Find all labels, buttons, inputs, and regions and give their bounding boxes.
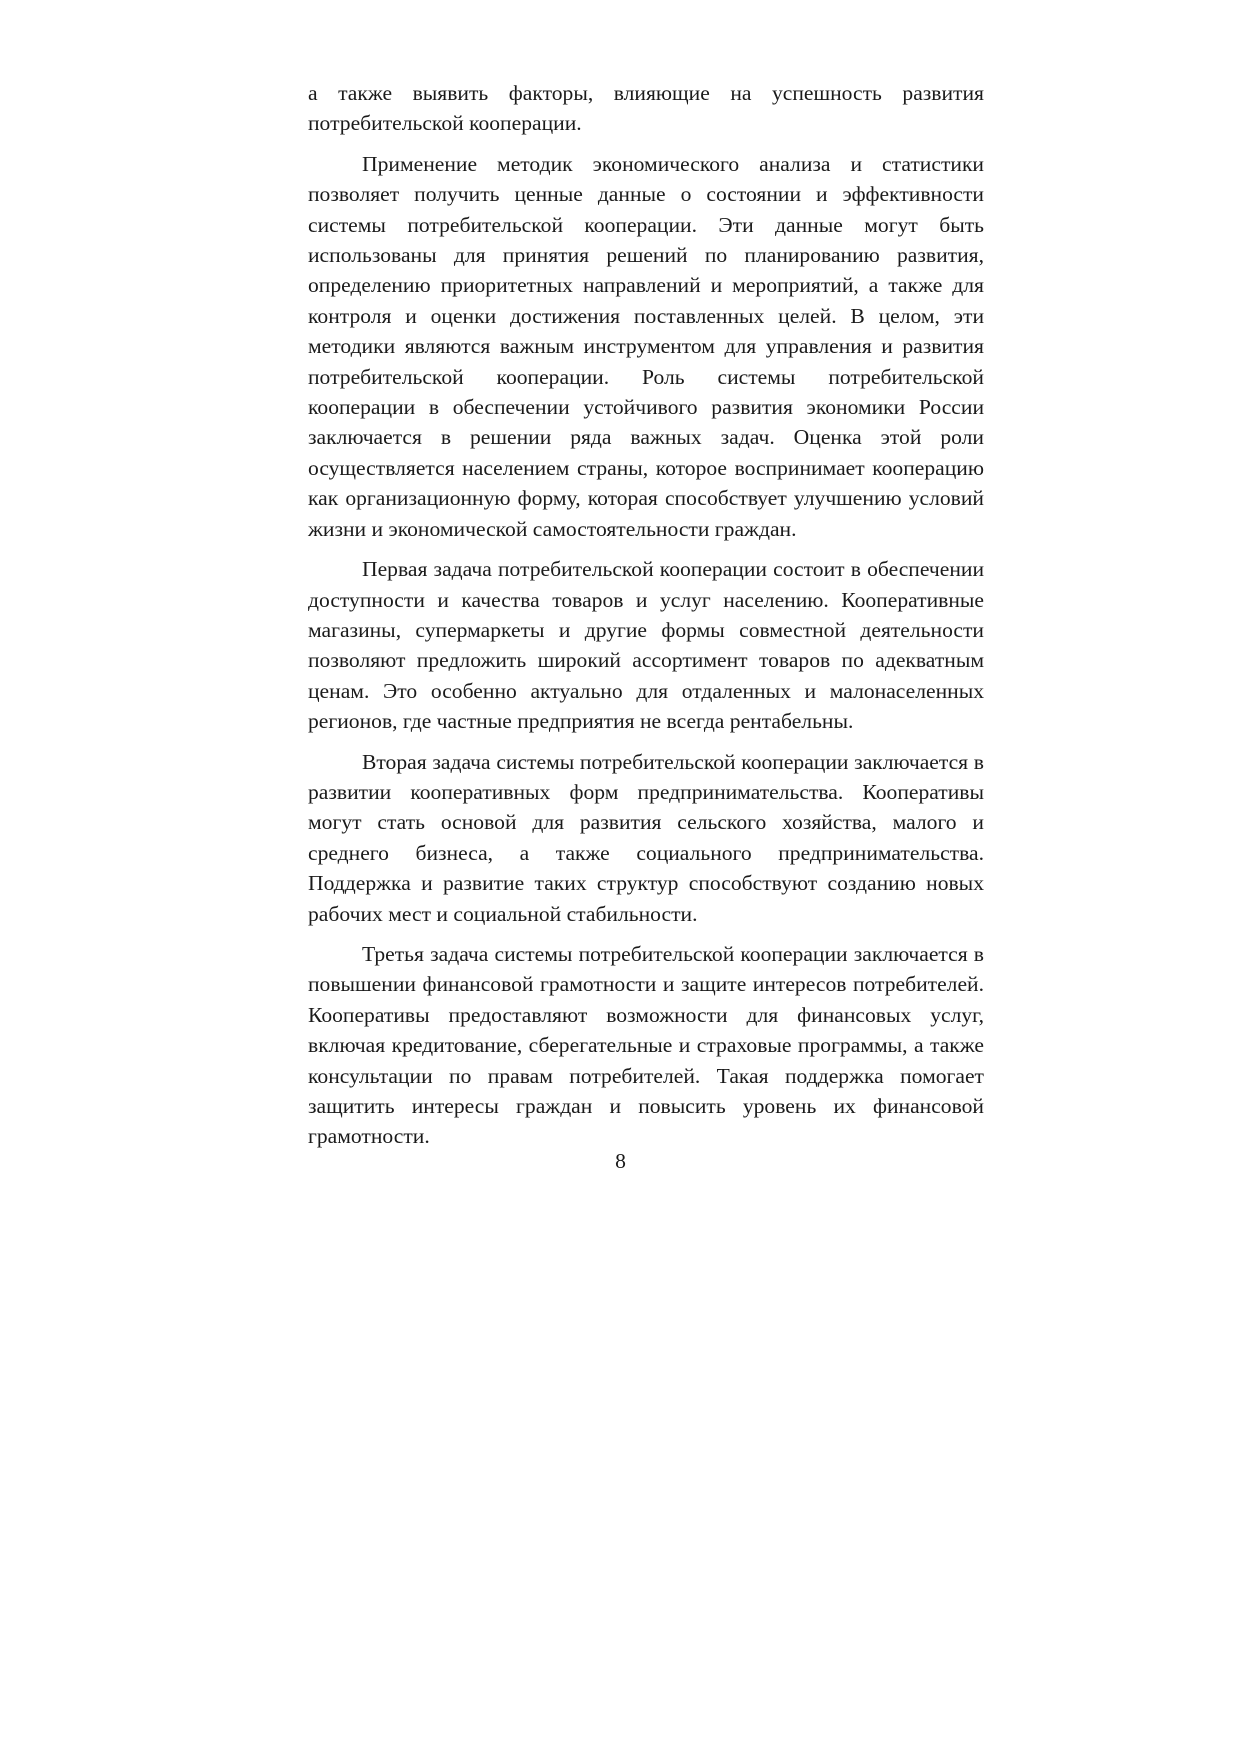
paragraph-methods: Применение методик экономического анализа и статистики позволяет получить ценные данные о состоянии и эффективности системы потребительской кооперации. Эти данные могут быть использованы для принятия решений по планированию развития, определению приоритетных направлений и мероприятий, а также для контроля и оценки достижения поставленных целей. В целом, эти методики являются важным инструментом для управления и развития потребительской кооперации. Роль системы потребительской кооперации в обеспечении устойчивого развития экономики России заключается в решении ряда важных задач. Оценка этой роли осуществляется населением страны, которое воспринимает кооперацию как организационную форму, которая способствует улучшению условий жизни и экономической самостоятельности граждан.: [308, 151, 984, 541]
paragraph-intro-continuation: а также выявить факторы, влияющие на успешность развития потребительской кооперации.: [308, 81, 984, 136]
paragraph-first-task: Первая задача потребительской кооперации состоит в обеспечении доступности и качества товаров и услуг населению. Кооперативные магазины, супермаркеты и другие формы совместной деятельности позволяют предложить широкий ассортимент товаров по адекватным ценам. Это особенно актуально для отдаленных и малонаселенных регионов, где частные предприятия не всегда рентабельны.: [308, 557, 984, 734]
paragraph-second-task: Вторая задача системы потребительской кооперации заключается в развитии кооперативных форм предпринимательства. Кооперативы могут стать основой для развития сельского хозяйства, малого и среднего бизнеса, а также социального предпринимательства. Поддержка и развитие таких структур способствуют созданию новых рабочих мест и социальной стабильности.: [308, 749, 984, 926]
page-number: 8: [615, 1149, 626, 1173]
document-body: [308, 78, 984, 1162]
paragraph-third-task: Третья задача системы потребительской кооперации заключается в повышении финансовой грамотности и защите интересов потребителей. Кооперативы предоставляют возможности для финансовых услуг, включая кредитование, сберегательные и страховые программы, а также консультации по правам потребителей. Такая поддержка помогает защитить интересы граждан и повысить уровень их финансовой грамотности.: [308, 941, 984, 1149]
